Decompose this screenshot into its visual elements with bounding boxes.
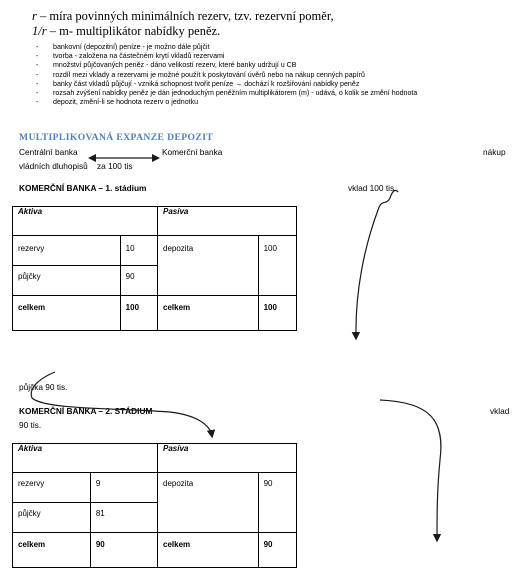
liabilities-total-value: 100 — [258, 296, 296, 331]
bonds-label: vládních dluhopisů — [19, 161, 88, 171]
assets-total-value: 100 — [120, 296, 157, 331]
bond-arrow-head-left — [88, 154, 96, 162]
purchase-label: nákup — [483, 147, 506, 157]
list-item: - bankovní (depozitní) peníze - je možno dále půjčit — [36, 43, 417, 52]
list-item: - rozsah zvýšení nabídky peněz je dán jednoduchým peněžním multiplikátorem (m) - udává, o kolik se změní hodnota — [36, 89, 417, 98]
deposit-curve-arrow-1 — [356, 190, 398, 338]
stage1-title: KOMERČNÍ BANKA – 1. stádium — [19, 183, 147, 193]
list-item: - banky část vkladů půjčují - vzniká schopnost tvořit peníze → dochází k rozšiřování nabídky peněz — [36, 80, 417, 89]
deposit-curve-arrow-2 — [380, 400, 441, 540]
multiplier-text: – m- multiplikátor nabídky peněz. — [46, 24, 221, 38]
loans-label: půjčky — [13, 266, 121, 296]
liabilities-header: Pasíva — [158, 207, 297, 236]
list-item: - rozdíl mezi vklady a rezervami je možné použít k poskytování úvěrů nebo na nákup cenných papírů — [36, 71, 417, 80]
liabilities-total-value: 90 — [258, 533, 296, 568]
deposits-label: depozita — [158, 473, 259, 533]
deposits-value: 90 — [258, 473, 296, 533]
assets-total-label: celkem — [13, 296, 121, 331]
variable-r: r — [32, 9, 37, 23]
deposits-label: depozita — [158, 236, 259, 296]
assets-total-value: 90 — [90, 533, 157, 568]
section-title: MULTIPLIKOVANÁ EXPANZE DEPOZIT — [19, 132, 214, 143]
stage1-deposit-note: vklad 100 tis. — [348, 183, 397, 193]
liabilities-total-label: celkem — [158, 296, 259, 331]
commercial-bank-label: Komerční banka — [162, 147, 223, 157]
loan-curve-arrow — [31, 372, 212, 436]
list-item: - tvorba - založena na částečném krytí vkladů rezervami — [36, 52, 417, 61]
central-bank-label: Centrální banka — [19, 147, 78, 157]
variable-1-over-r: 1/r — [32, 24, 47, 38]
assets-total-label: celkem — [13, 533, 91, 568]
stage2-deposit-note-a: vklad — [490, 406, 510, 416]
loan-note: půjčka 90 tis. — [19, 382, 68, 392]
list-item-continuation: - depozit, změní-li se hodnota rezerv o jednotku — [36, 98, 417, 107]
liabilities-total-label: celkem — [158, 533, 259, 568]
assets-header: Aktiva — [13, 444, 158, 473]
deposits-value: 100 — [258, 236, 296, 296]
reserves-value: 10 — [120, 236, 157, 266]
liabilities-header: Pasíva — [158, 444, 297, 473]
reserves-label: rezervy — [13, 473, 91, 503]
loans-value: 81 — [90, 503, 157, 533]
amount-label: za 100 tis — [97, 161, 133, 171]
stage2-title: KOMERČNÍ BANKA – 2. STÁDIUM — [19, 406, 153, 416]
loans-label: půjčky — [13, 503, 91, 533]
list-item: - množství půjčovaných peněz - dáno velikostí rezerv, které banky udržují u CB — [36, 61, 417, 70]
bond-arrow-head-right — [152, 154, 160, 162]
loans-value: 90 — [120, 266, 157, 296]
reserves-value: 9 — [90, 473, 157, 503]
stage2-deposit-note-b: 90 tis. — [19, 420, 42, 430]
assets-header: Aktiva — [13, 207, 158, 236]
reserves-label: rezervy — [13, 236, 121, 266]
reserve-ratio-text: – míra povinných minimálních rezerv, tzv. rezervní poměr, — [36, 9, 334, 23]
